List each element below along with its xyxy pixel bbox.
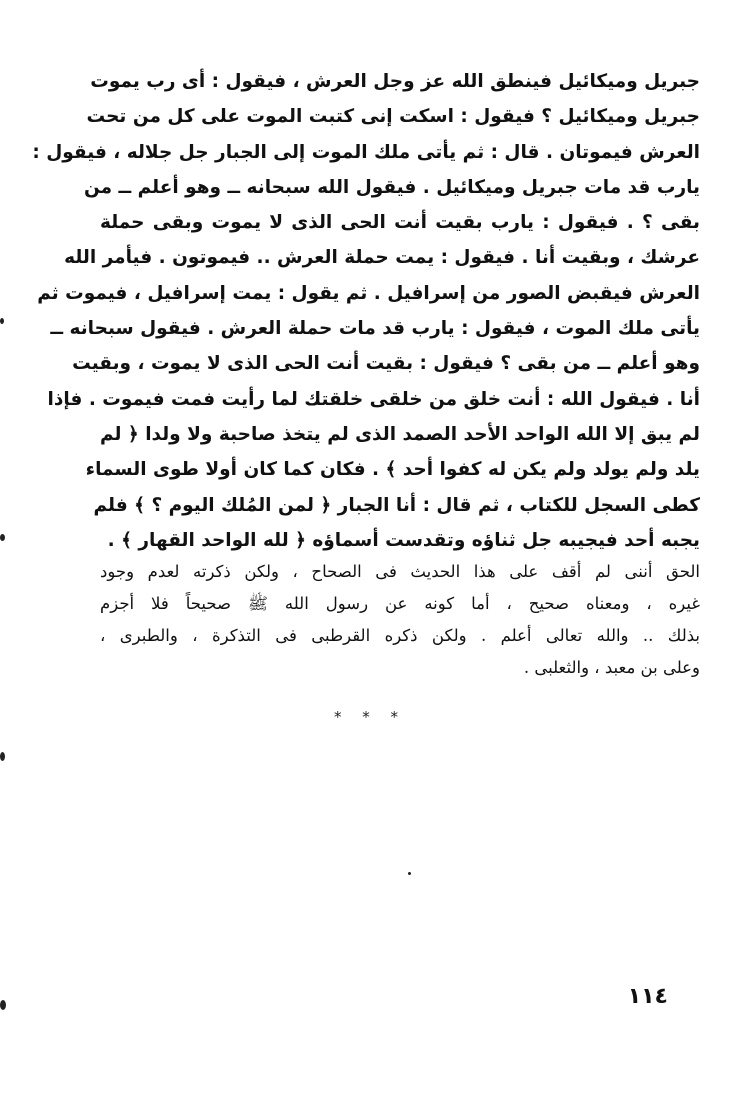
scan-speck <box>0 534 5 541</box>
main-line: عرشك ، وبقيت أنا . فيقول : يمت حملة العرش .. فيموتون . فيأمر الله <box>64 247 700 269</box>
main-line: بقى ؟ . فيقول : يارب بقيت أنت الحى الذى لا يموت وبقى حملة <box>100 212 700 234</box>
main-line: جبريل وميكائيل فينطق الله عز وجل العرش ، فيقول : أى رب يموت <box>90 71 700 92</box>
scan-speck <box>408 872 411 875</box>
main-line: جبريل وميكائيل ؟ فيقول : اسكت إنى كتبت الموت على كل من تحت <box>86 106 700 128</box>
footnote-line: وعلى بن معبد ، والثعلبى . <box>523 658 700 677</box>
main-paragraph <box>32 64 700 558</box>
main-line: لم يبق إلا الله الواحد الأحد الصمد الذى لم يتخذ صاحبة ولا ولدا ﴿ لم <box>100 423 700 445</box>
section-separator: * * * <box>333 708 407 726</box>
main-line: يأتى ملك الموت ، فيقول : يارب قد مات حملة العرش . فيقول سبحانه ــ <box>50 318 700 340</box>
main-line: وهو أعلم ــ من بقى ؟ فيقول : بقيت أنت الحى الذى لا يموت ، وبقيت <box>72 353 700 375</box>
scan-speck <box>0 1000 6 1010</box>
main-line: أنا . فيقول الله : أنت خلق من خلقى خلقتك لما رأيت فمت فيموت . فإذا <box>47 388 700 410</box>
main-line: يجبه أحد فيجيبه جل ثناؤه وتقدست أسماؤه ﴿ لله الواحد القهار ﴾ . <box>107 529 700 551</box>
main-line: يلد ولم يولد ولم يكن له كفوا أحد ﴾ . فكان كما كان أولا طوى السماء <box>85 459 700 481</box>
main-line: يارب قد مات جبريل وميكائيل . فيقول الله سبحانه ــ وهو أعلم ــ من <box>84 176 700 198</box>
main-line: العرش فيموتان . قال : ثم يأتى ملك الموت إلى الجبار جل جلاله ، فيقول : <box>32 141 700 163</box>
footnote-line: الحق أننى لم أقف على هذا الحديث فى الصحاح ، ولكن ذكرته لعدم وجود <box>100 562 700 581</box>
scan-speck <box>0 752 5 761</box>
footnote-line: بذلك .. والله تعالى أعلم . ولكن ذكره القرطبى فى التذكرة ، والطبرى ، <box>100 626 700 645</box>
footnote-paragraph <box>100 556 700 684</box>
footnote-line: غيره ، ومعناه صحيح ، أما كونه عن رسول الله ﷺ صحيحاً فلا أجزم <box>100 594 700 613</box>
main-line: كطى السجل للكتاب ، ثم قال : أنا الجبار ﴿ لمن المُلك اليوم ؟ ﴾ فلم <box>93 494 700 516</box>
page-number: ١١٤ <box>627 984 668 1009</box>
main-line: العرش فيقبض الصور من إسرافيل . ثم يقول : يمت إسرافيل ، فيموت ثم <box>37 282 700 304</box>
scan-speck <box>0 318 4 324</box>
